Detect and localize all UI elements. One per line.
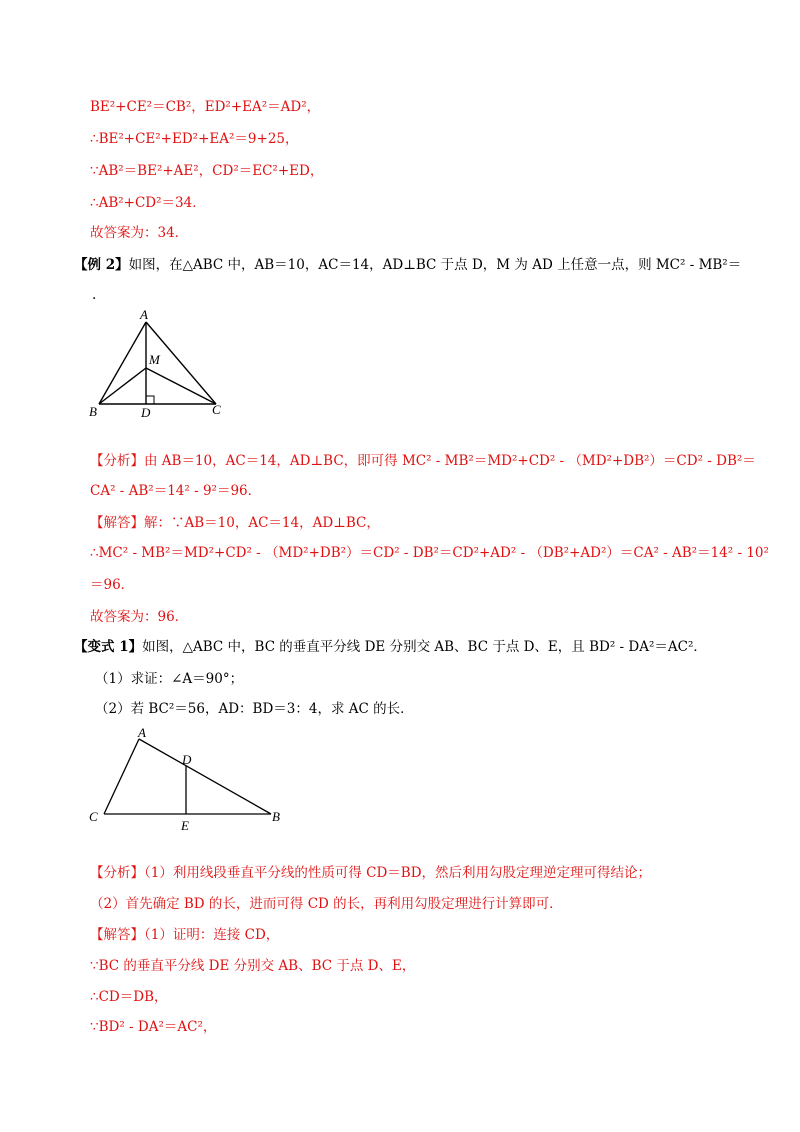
solution-line: 【解答】（1）证明：连接 CD，: [90, 927, 280, 943]
analysis-line: 【分析】由 AB＝10，AC＝14，AD⊥BC，即可得 MC² - MB²＝MD²+CD² - （MD²+DB²）＝CD² - DB²＝: [90, 453, 756, 469]
solution-line: ∴CD＝DB，: [90, 989, 168, 1005]
label-C: C: [89, 809, 98, 824]
label-B: B: [272, 809, 280, 824]
solution-line: ＝96．: [90, 577, 135, 593]
analysis-line: （2）首先确定 BD 的长，进而可得 CD 的长，再利用勾股定理进行计算即可．: [90, 896, 563, 912]
sub-question-1: （1）求证：∠A＝90°；: [95, 671, 244, 687]
answer-line: 故答案为：96．: [90, 609, 189, 625]
solution-line: 【解答】解：∵AB＝10，AC＝14，AD⊥BC，: [90, 515, 380, 531]
label-D: D: [182, 752, 192, 767]
example-2-tag: 【例 2】: [74, 257, 129, 273]
label-D: D: [141, 405, 151, 420]
solution-line: ∵BC 的垂直平分线 DE 分别交 AB、BC 于点 D、E，: [90, 958, 416, 974]
solution-line: ∵BD² - DA²＝AC²，: [90, 1019, 217, 1035]
analysis-line: 【分析】（1）利用线段垂直平分线的性质可得 CD＝BD，然后利用勾股定理逆定理可得结论；: [90, 865, 652, 881]
variant-1-question: [74, 638, 707, 656]
answer-line: 故答案为：34．: [90, 225, 189, 241]
solution-line: ∴AB²+CD²＝34．: [90, 195, 206, 211]
label-C: C: [212, 402, 221, 417]
label-A: A: [138, 725, 146, 740]
variant-1-tag: 【变式 1】: [74, 639, 143, 655]
triangle-figure-1: [86, 306, 236, 422]
label-B: B: [89, 404, 97, 419]
solution-line: ∵AB²＝BE²+AE²，CD²＝EC²+ED，: [90, 163, 324, 179]
example-2-question: [74, 256, 741, 274]
sub-question-2: （2）若 BC²＝56，AD：BD＝3：4，求 AC 的长．: [95, 701, 414, 717]
analysis-line: CA² - AB²＝14² - 9²＝96．: [90, 483, 262, 499]
label-E: E: [181, 818, 189, 833]
example-2-text: 如图，在△ABC 中，AB＝10，AC＝14，AD⊥BC 于点 D，M 为 AD 上任意一点，则 MC² - MB²＝: [128, 257, 742, 273]
triangle-figure-2: [86, 724, 286, 834]
label-A: A: [140, 307, 148, 322]
solution-line: ∴BE²+CE²+ED²+EA²＝9+25，: [90, 131, 299, 147]
solution-line: ∴MC² - MB²＝MD²+CD² - （MD²+DB²）＝CD² - DB²＝CD²+AD² - （DB²+AD²）＝CA² - AB²＝14² - 10²: [90, 545, 769, 561]
solution-line: BE²+CE²＝CB²，ED²+EA²＝AD²，: [90, 99, 321, 115]
variant-1-text: 如图，△ABC 中，BC 的垂直平分线 DE 分别交 AB、BC 于点 D、E，且 BD² - DA²＝AC²．: [142, 639, 707, 655]
label-M: M: [149, 352, 160, 367]
blank-dot: .: [92, 287, 97, 303]
